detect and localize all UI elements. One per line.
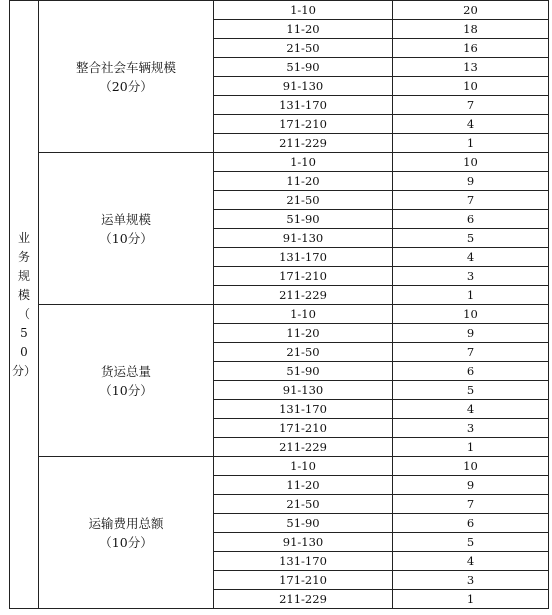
scoring-table-body — [10, 1, 549, 609]
score-cell: 7 — [393, 96, 549, 115]
rank-range-cell: 1-10 — [214, 457, 393, 476]
score-cell: 9 — [393, 324, 549, 343]
score-cell: 6 — [393, 514, 549, 533]
rank-range-cell: 131-170 — [214, 400, 393, 419]
score-cell: 5 — [393, 381, 549, 400]
rank-range-cell: 11-20 — [214, 20, 393, 39]
indicator-name: 货运总量 — [100, 363, 151, 379]
score-cell: 1 — [393, 134, 549, 153]
category-char: 5 — [20, 325, 28, 340]
category-label — [12, 229, 36, 381]
rank-range-cell: 11-20 — [214, 324, 393, 343]
score-cell: 4 — [393, 552, 549, 571]
score-cell: 9 — [393, 172, 549, 191]
score-cell: 5 — [393, 533, 549, 552]
indicator-cell — [39, 1, 214, 153]
category-char: （ — [17, 306, 30, 321]
rank-range-cell: 171-210 — [214, 571, 393, 590]
score-cell: 13 — [393, 58, 549, 77]
rank-range-cell: 51-90 — [214, 58, 393, 77]
rank-range-cell: 1-10 — [214, 305, 393, 324]
score-cell: 4 — [393, 248, 549, 267]
score-cell: 16 — [393, 39, 549, 58]
score-cell: 6 — [393, 362, 549, 381]
score-cell: 1 — [393, 590, 549, 609]
score-cell: 7 — [393, 191, 549, 210]
rank-range-cell: 51-90 — [214, 210, 393, 229]
rank-range-cell: 211-229 — [214, 134, 393, 153]
rank-range-cell: 51-90 — [214, 362, 393, 381]
score-cell: 6 — [393, 210, 549, 229]
rank-range-cell: 11-20 — [214, 172, 393, 191]
score-cell: 4 — [393, 115, 549, 134]
rank-range-cell: 131-170 — [214, 96, 393, 115]
category-char: 模 — [17, 287, 30, 302]
table-row — [10, 1, 549, 20]
table-row — [10, 305, 549, 324]
score-cell: 1 — [393, 438, 549, 457]
rank-range-cell: 171-210 — [214, 419, 393, 438]
rank-range-cell: 21-50 — [214, 39, 393, 58]
rank-range-cell: 51-90 — [214, 514, 393, 533]
indicator-weight: （10分） — [99, 382, 153, 398]
score-cell: 10 — [393, 77, 549, 96]
indicator-weight: （20分） — [99, 78, 153, 94]
rank-range-cell: 211-229 — [214, 438, 393, 457]
score-cell: 10 — [393, 305, 549, 324]
score-cell: 3 — [393, 267, 549, 286]
rank-range-cell: 91-130 — [214, 229, 393, 248]
rank-range-cell: 91-130 — [214, 381, 393, 400]
score-cell: 1 — [393, 286, 549, 305]
rank-range-cell: 21-50 — [214, 495, 393, 514]
rank-range-cell: 91-130 — [214, 77, 393, 96]
indicator-name: 运输费用总额 — [88, 515, 164, 531]
score-cell: 20 — [393, 1, 549, 20]
table-row — [10, 153, 549, 172]
scoring-table — [9, 0, 549, 609]
category-char: 务 — [17, 249, 30, 264]
rank-range-cell: 91-130 — [214, 533, 393, 552]
indicator-name: 整合社会车辆规模 — [75, 59, 176, 75]
rank-range-cell: 171-210 — [214, 115, 393, 134]
score-cell: 7 — [393, 343, 549, 362]
score-cell: 5 — [393, 229, 549, 248]
indicator-cell — [39, 153, 214, 305]
score-cell: 3 — [393, 419, 549, 438]
rank-range-cell: 1-10 — [214, 1, 393, 20]
indicator-cell — [39, 457, 214, 609]
indicator-weight: （10分） — [99, 534, 153, 550]
category-char: 规 — [17, 268, 30, 283]
rank-range-cell: 21-50 — [214, 191, 393, 210]
rank-range-cell: 1-10 — [214, 153, 393, 172]
score-cell: 9 — [393, 476, 549, 495]
rank-range-cell: 131-170 — [214, 248, 393, 267]
rank-range-cell: 21-50 — [214, 343, 393, 362]
category-char: 业 — [17, 230, 30, 245]
category-cell — [10, 1, 39, 609]
indicator-name: 运单规模 — [100, 211, 151, 227]
score-cell: 10 — [393, 457, 549, 476]
indicator-weight: （10分） — [99, 230, 153, 246]
rank-range-cell: 131-170 — [214, 552, 393, 571]
rank-range-cell: 171-210 — [214, 267, 393, 286]
table-row — [10, 457, 549, 476]
indicator-cell — [39, 305, 214, 457]
score-cell: 4 — [393, 400, 549, 419]
rank-range-cell: 211-229 — [214, 286, 393, 305]
score-cell: 18 — [393, 20, 549, 39]
rank-range-cell: 11-20 — [214, 476, 393, 495]
rank-range-cell: 211-229 — [214, 590, 393, 609]
category-char: 分） — [11, 363, 36, 378]
score-cell: 3 — [393, 571, 549, 590]
category-char: 0 — [20, 344, 28, 359]
score-cell: 7 — [393, 495, 549, 514]
score-cell: 10 — [393, 153, 549, 172]
